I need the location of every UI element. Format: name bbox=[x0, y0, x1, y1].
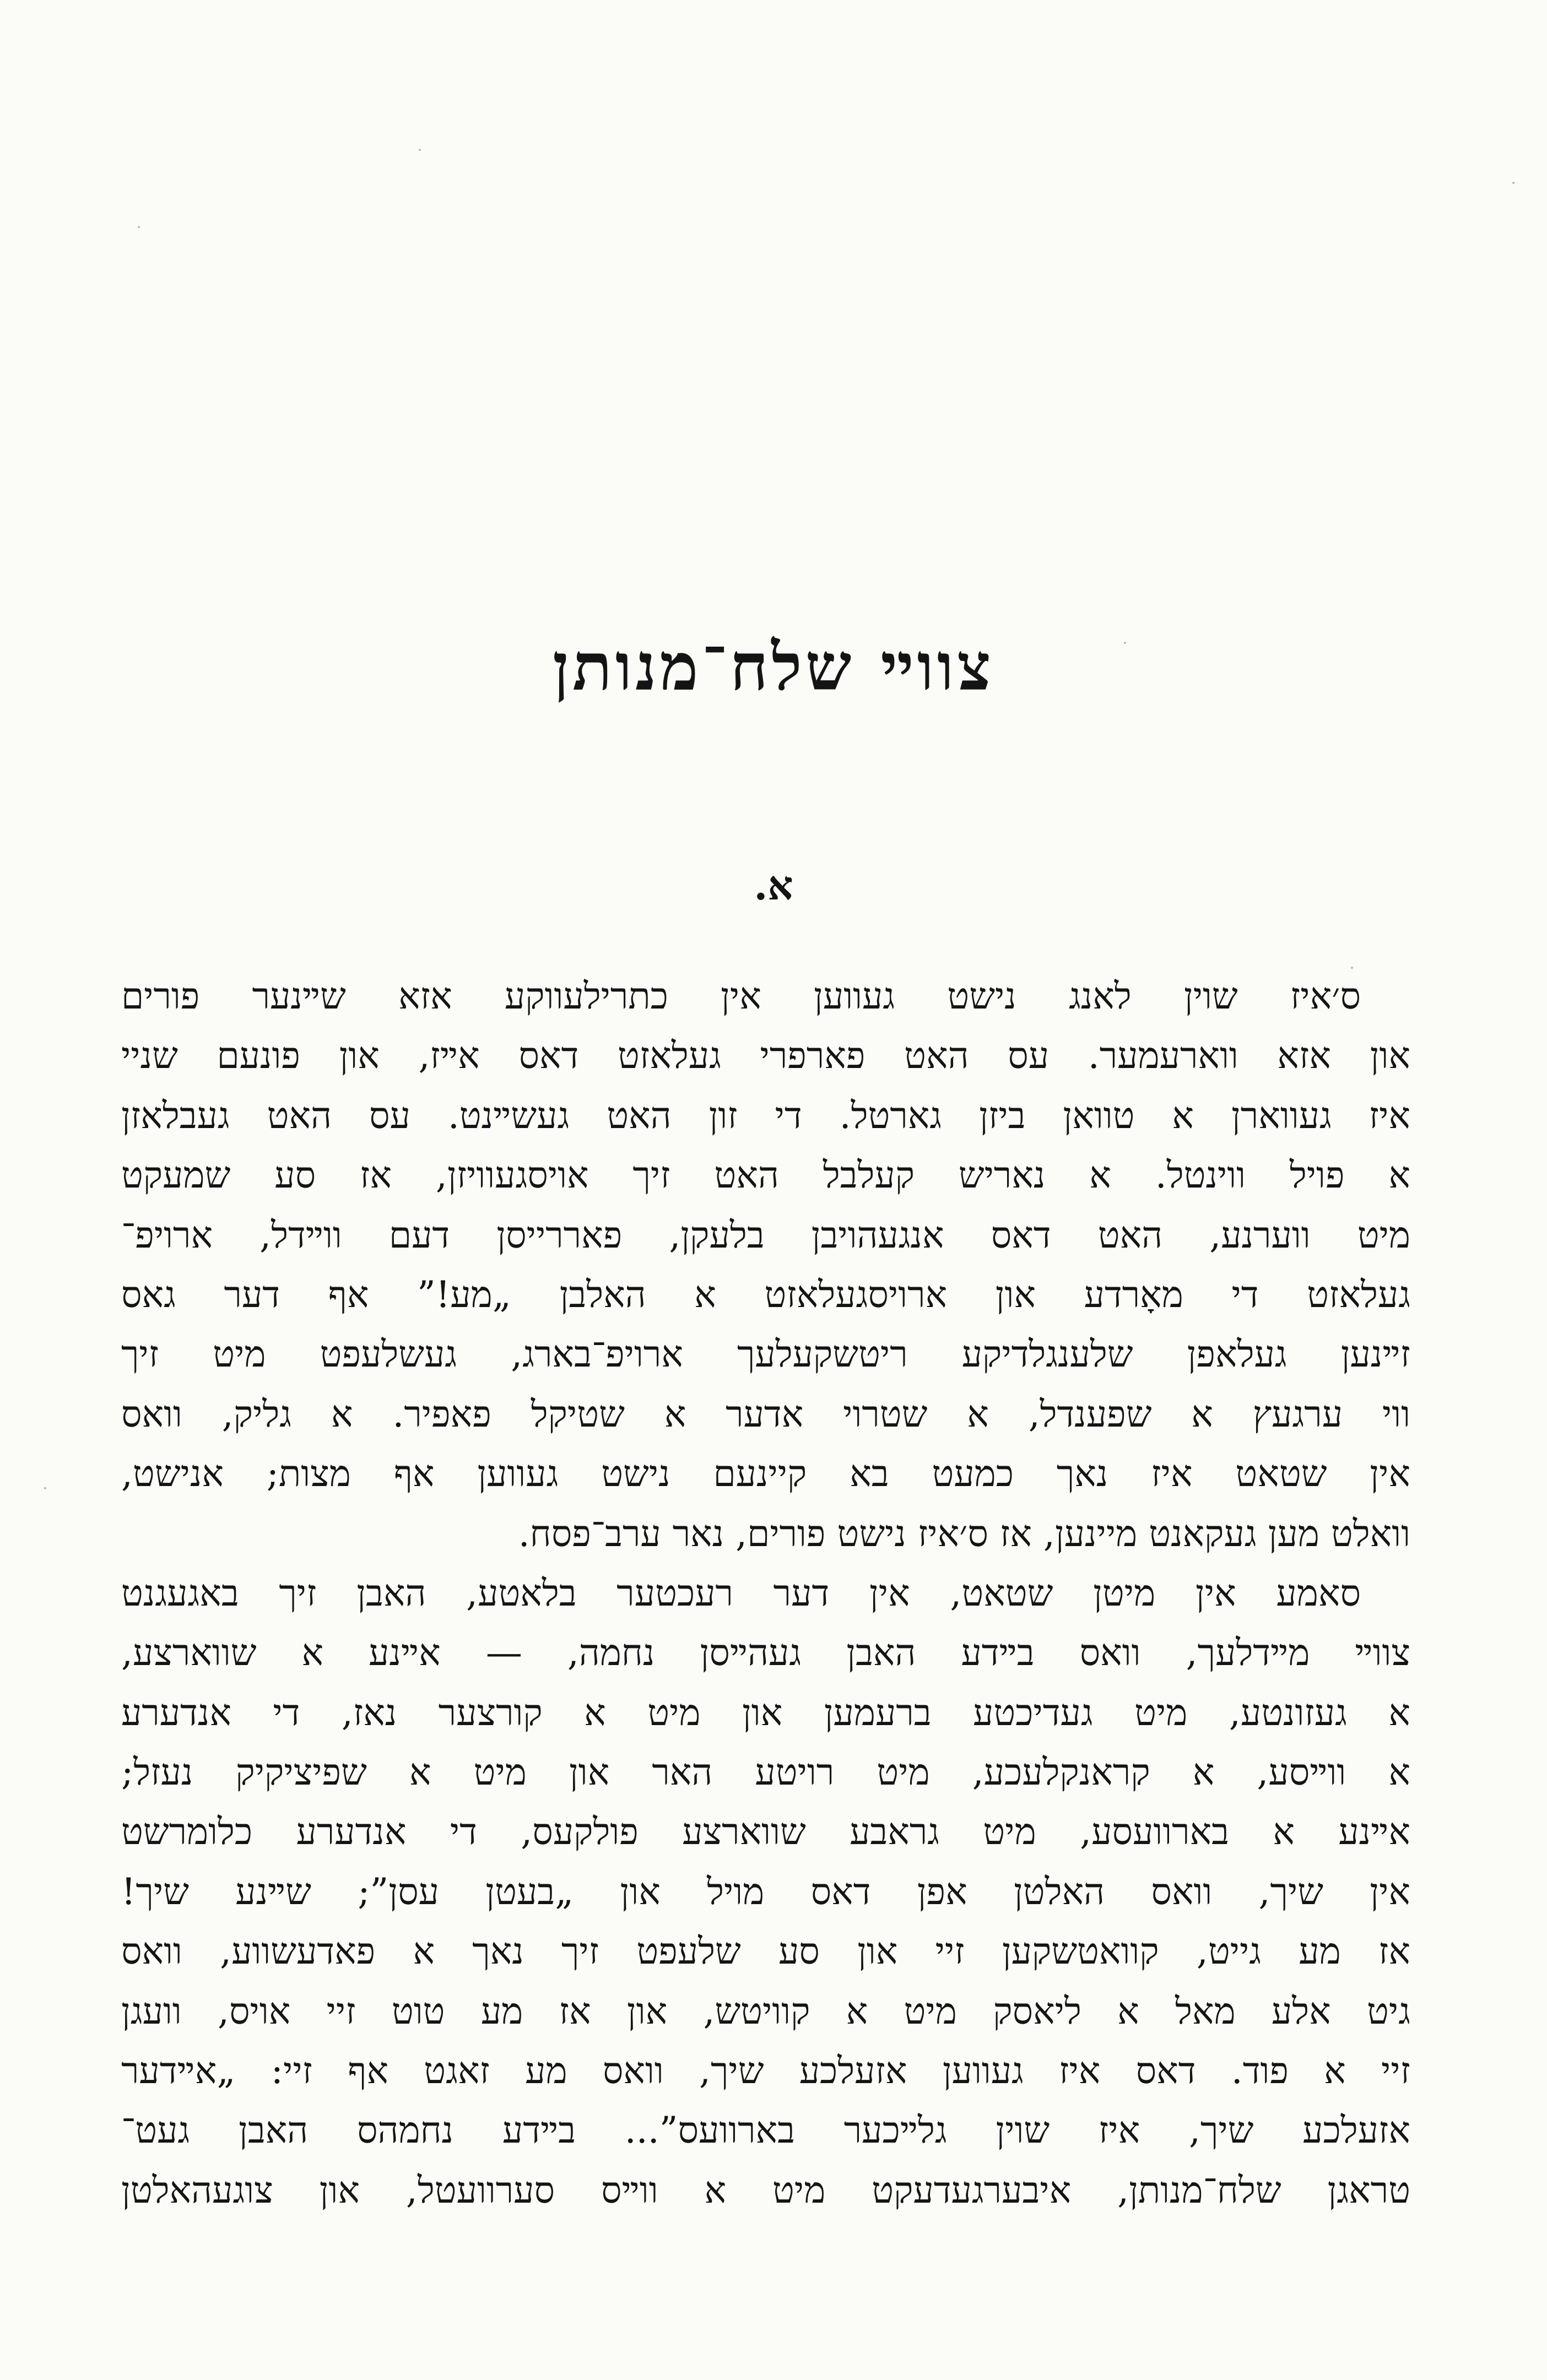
text-line: אזעלכע שיך, איז שוין גלײכער בארוועס”... בײדע נחמהס האבן געט־ bbox=[121, 2109, 1410, 2152]
text-line: געלאזט די מאָרדע און ארויסגעלאזט א האלבן „מע!” אף דער גאס bbox=[121, 1273, 1410, 1316]
chapter-title: צווײ שלח־מנותן bbox=[552, 628, 995, 705]
text-line: איז געווארן א טוואן ביזן גארטל. די זון האט געשײנט. עס האט געבלאזן bbox=[121, 1094, 1410, 1137]
scan-speck bbox=[1124, 642, 1126, 644]
text-line: גיט אלע מאל א ליאסק מיט א קוויטש, און אז מע טוט זיי אויס, וועגן bbox=[121, 1989, 1410, 2032]
text-line: אין שטאט איז נאך כמעט בא קיינעם נישט געווען אף מצות; אנישט, bbox=[121, 1452, 1410, 1495]
text-line: אז מע גייט, קוואטשקען זיי און סע שלעפט זיך נאך א פאדעשווע, וואס bbox=[121, 1930, 1410, 1973]
scan-speck bbox=[1351, 967, 1353, 969]
text-line: און אזא ווארעמער. עס האט פארפרי געלאזט דאס אײז, און פונעם שניי bbox=[121, 1034, 1410, 1077]
text-line: וואלט מען געקאנט מיינען, אז ס׳איז נישט פורים, נאר ערב־פסח. bbox=[518, 1512, 1410, 1555]
text-line: א ווײסע, א קראנקלעכע, מיט רויטע האר און מיט א שפיציקיק נעזל; bbox=[121, 1751, 1410, 1794]
scan-speck bbox=[419, 149, 421, 151]
text-line: צווײ מײדלעך, וואס בײדע האבן געהײסן נחמה, — אײנע א שווארצע, bbox=[121, 1631, 1410, 1674]
text-line: זײנען געלאפן שלענגלדיקע ריטשקעלעך ארויפ־בארג, געשלעפט מיט זיך bbox=[121, 1333, 1410, 1376]
scan-speck bbox=[138, 226, 140, 228]
text-line: ס׳איז שוין לאנג נישט געווען אין כתרילעווקע אזא שײנער פורים bbox=[121, 975, 1361, 1017]
text-line: א פויל ווינטל. א נאריש קעלבל האט זיך אויסגעוויזן, אז סע שמעקט bbox=[121, 1154, 1410, 1197]
scan-speck bbox=[1512, 182, 1514, 184]
section-number: א. bbox=[754, 862, 793, 909]
text-line: מיט ווערנע, האט דאס אנגעהויבן בלעקן, פאררייסן דעם ווײדל, ארויפ־ bbox=[121, 1213, 1410, 1256]
text-line: זיי א פוד. דאס איז געווען אזעלכע שיך, וואס מע זאגט אף זיי: „אײדער bbox=[121, 2050, 1410, 2092]
body-text bbox=[121, 967, 1410, 2220]
text-line: טראגן שלח־מנותן, איבערגעדעקט מיט א ווײס סערוועטל, און צוגעהאלטן bbox=[121, 2168, 1410, 2211]
text-line: אײנע א בארוועסע, מיט גראבע שווארצע פולקעס, די אנדערע כלומרשט bbox=[121, 1810, 1410, 1853]
scan-speck bbox=[44, 1487, 46, 1489]
text-line: ווי ערגעץ א שפענדל, א שטרוי אדער א שטיקל פאפיר. א גליק, וואס bbox=[121, 1392, 1410, 1435]
text-line: סאמע אין מיטן שטאט, אין דער רעכטער בלאטע, האבן זיך באגעגנט bbox=[121, 1571, 1361, 1614]
text-line: א געזונטע, מיט געדיכטע ברעמען און מיט א קורצער נאז, די אנדערע bbox=[121, 1691, 1410, 1734]
text-line: אין שיך, וואס האלטן אפן דאס מויל און „בעטן עסן”; שײנע שיך! bbox=[121, 1870, 1410, 1913]
